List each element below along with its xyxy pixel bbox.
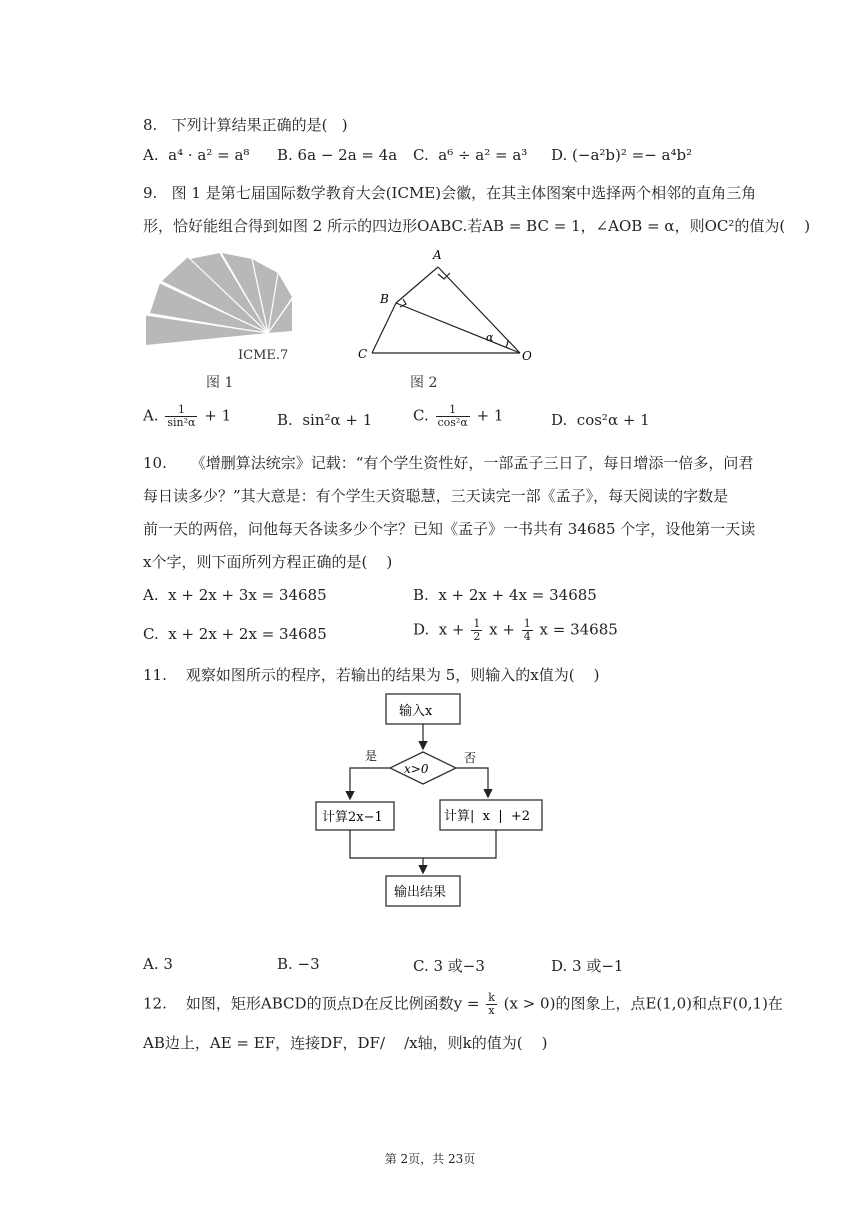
label-b: B: [380, 292, 389, 306]
flow-input-label: 输入x: [399, 704, 433, 719]
q8-option-c: C. a⁶ ÷ a² = a³: [413, 146, 528, 164]
q9-option-c: [413, 404, 503, 429]
fraction-denominator: sin²α: [167, 416, 196, 429]
icme-logo-triangles: [146, 253, 292, 345]
q9-line1: 9. 图 1 是第七届国际数学教育大会(ICME)会徽，在其主体图案中选择两个相邻的直角三角: [143, 184, 757, 202]
fraction-numerator: 1: [436, 404, 470, 417]
quadrilateral-figure: [350, 245, 550, 395]
q9-option-b: B. sin²α + 1: [277, 411, 373, 429]
q12-line2: AB边上，AE = EF，连接DF，DF/ /x轴，则k的值为( ): [143, 1034, 548, 1052]
q11-option-c: C. 3 或−3: [413, 957, 485, 975]
q12-line1: [143, 992, 783, 1017]
q10-option-d-mid: x +: [489, 620, 515, 639]
q10-option-b: B. x + 2x + 4x = 34685: [413, 586, 597, 604]
q9-option-a-fraction: [165, 404, 197, 429]
q9-option-c-tail: + 1: [476, 406, 504, 425]
q10-line4: x个字，则下面所列方程正确的是( ): [143, 553, 393, 571]
flow-no-label: 否: [464, 751, 477, 765]
flow-yes-label: 是: [365, 749, 378, 763]
fraction-numerator: 1: [523, 617, 531, 630]
icme-logo-figure: [140, 245, 310, 395]
q11-option-b: B. −3: [277, 955, 320, 973]
fraction-denominator: 2: [473, 630, 481, 643]
q10-option-d-pre: D. x +: [413, 620, 465, 639]
q9-option-d: D. cos²α + 1: [551, 411, 650, 429]
page-footer: 第 2页，共 23页: [384, 1152, 476, 1166]
flow-right-label: 计算| x | +2: [444, 809, 531, 824]
q10-option-c: C. x + 2x + 2x = 34685: [143, 625, 327, 643]
q11-option-a: A. 3: [143, 955, 173, 973]
figure1-caption: 图 1: [206, 375, 234, 391]
q11-option-d: D. 3 或−1: [551, 957, 624, 975]
q9-line2: 形，恰好能组合得到如图 2 所示的四边形OABC.若AB = BC = 1，∠AOB = α，则OC²的值为( ): [143, 217, 811, 235]
q9-option-a: [143, 404, 231, 429]
fraction-quarter: [522, 618, 533, 643]
q8-option-b: B. 6a − 2a = 4a: [277, 146, 398, 164]
q12-line1-pre: 12. 如图，矩形ABCD的顶点D在反比例函数y =: [143, 994, 480, 1013]
q9-option-c-fraction: [436, 404, 470, 429]
q12-line1-post: (x > 0)的图象上，点E(1,0)和点F(0,1)在: [503, 994, 783, 1013]
q9-option-a-label: A.: [143, 406, 159, 425]
fraction-numerator: 1: [473, 617, 481, 630]
q10-line3: 前一天的两倍，问他每天各读多少个字？已知《孟子》一书共有 34685 个字，设他第一天读: [143, 520, 756, 538]
fraction-half: [471, 618, 482, 643]
label-a: A: [433, 248, 442, 262]
fraction-denominator: cos²α: [437, 416, 468, 429]
flow-condition-label: x>0: [404, 762, 429, 776]
label-alpha: α: [486, 331, 494, 344]
fraction-numerator: 1: [165, 404, 197, 417]
q10-line2: 每日读多少？”其大意是：有个学生天资聪慧，三天读完一部《孟子》，每天阅读的字数是: [143, 487, 729, 505]
q11-stem: 11. 观察如图所示的程序，若输出的结果为 5，则输入的x值为( ): [143, 666, 600, 684]
q9-option-c-label: C.: [413, 406, 429, 425]
fraction-denominator: x: [488, 1004, 495, 1017]
flow-output-label: 输出结果: [394, 885, 447, 900]
icme-logo-text: ICME.7: [238, 348, 289, 363]
label-o: O: [522, 349, 532, 363]
q8-option-d: D. (−a²b)² =− a⁴b²: [551, 146, 693, 164]
program-flowchart: [310, 690, 550, 915]
q8-option-a: A. a⁴ · a² = a⁸: [143, 146, 250, 164]
fraction-k-over-x: [486, 992, 497, 1017]
flow-left-label: 计算2x−1: [322, 810, 383, 825]
label-c: C: [358, 347, 368, 361]
q9-option-a-tail: + 1: [204, 406, 232, 425]
q10-option-d: [413, 618, 618, 643]
q10-option-d-post: x = 34685: [539, 620, 618, 639]
q10-line1: 10. 《增删算法统宗》记载：“有个学生资性好，一部孟子三日了，每日增添一倍多，问君: [143, 454, 754, 472]
fraction-denominator: 4: [523, 630, 531, 643]
fraction-numerator: k: [488, 991, 495, 1004]
figure2-caption: 图 2: [410, 375, 438, 391]
q8-stem: 8. 下列计算结果正确的是( ): [143, 116, 348, 134]
q10-option-a: A. x + 2x + 3x = 34685: [143, 586, 327, 604]
